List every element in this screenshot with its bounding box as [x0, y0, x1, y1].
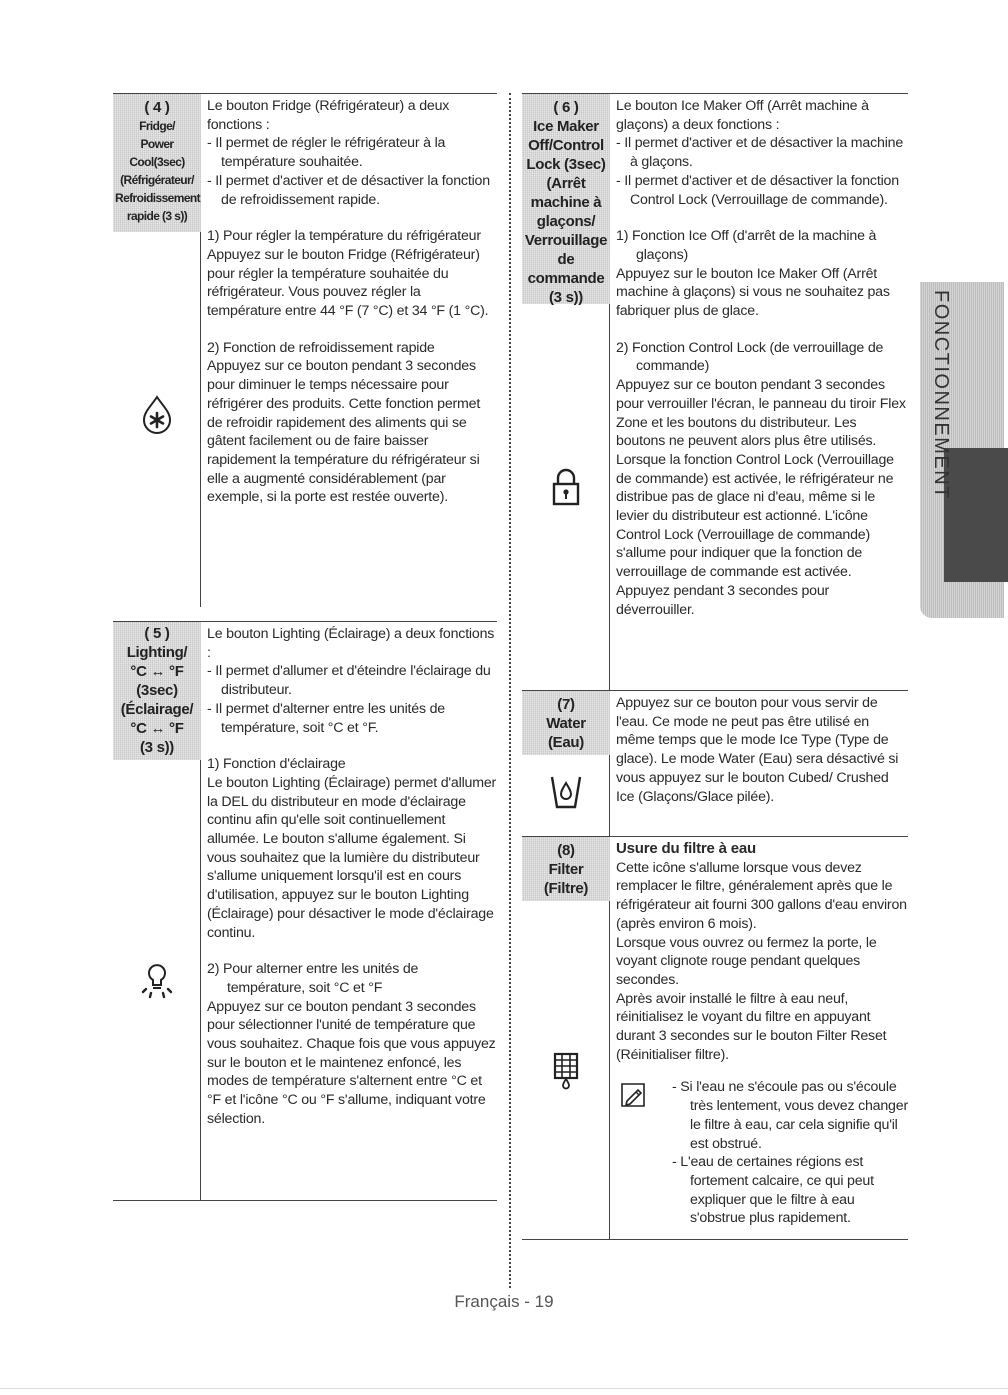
lock-icon	[546, 466, 586, 506]
light-bulb-icon	[137, 960, 177, 1000]
label-line: (3 s))	[548, 289, 584, 306]
label-line: ( 4 )	[144, 99, 170, 116]
filter-button-label	[522, 837, 610, 901]
label-line: ( 5 )	[144, 625, 170, 642]
label-line: Power	[140, 137, 174, 151]
water-cup-icon	[546, 771, 586, 811]
step-body: Appuyez sur le bouton Ice Maker Off (Arrêt machine à glaçons) si vous ne souhaitez pas fabriquer plus de glace.	[616, 265, 890, 320]
label-line: Fridge/	[139, 119, 175, 133]
label-line: Verrouillage	[524, 232, 608, 249]
label-line: (7)	[557, 696, 575, 713]
side-tab-marker	[944, 448, 1008, 582]
step-body: Appuyez sur le bouton Fridge (Réfrigérateur) pour régler la température souhaitée du réfrigérateur. Vous pouvez régler la température entre 44 °F (7 °C) et 34 °F (1 °C).	[207, 246, 489, 320]
label-line: (Arrêt	[546, 175, 586, 192]
step-title: 2) Fonction Control Lock (de verrouillage de commande)	[616, 339, 884, 375]
bullet-item: - Il permet de régler le réfrigérateur à la température souhaitée.	[207, 135, 446, 171]
note-item: - L'eau de certaines régions est fortement calcaire, ce qui peut expliquer que le filtre à eau s'obstrue plus rapidement.	[672, 1154, 874, 1227]
note-pencil-icon	[618, 1080, 648, 1110]
ice-maker-button-label	[522, 94, 610, 304]
bullet-item: - Il permet d'activer et de désactiver la machine à glaçons.	[616, 135, 904, 171]
label-line: Lock (3sec)	[526, 156, 606, 173]
fast-cool-icon	[137, 394, 177, 434]
label-line: (Eau)	[547, 734, 584, 751]
step-title: 1) Fonction d'éclairage	[207, 756, 346, 773]
label-line: Off/Control	[528, 137, 604, 154]
label-line: Filter	[548, 861, 584, 878]
paragraph: Après avoir installé le filtre à eau neuf, réinitialisez le voyant du filtre en appuyant durant 3 secondes sur le bouton Filter Reset (Réinitialiser filtre).	[616, 990, 887, 1063]
page-bottom-line	[0, 1388, 1008, 1389]
step-body: Appuyez sur ce bouton pendant 3 secondes pour verrouiller l'écran, le panneau du tiroir Flex Zone et les boutons du distributeur. Les boutons ne peuvent alors plus être utilisés. Lorsque la fonction Control Lock (Verrouillage de commande) est activée, le réfrigérateur ne distribue pas de glace ni d'eau, même si le levier du distributeur est actionné. L'icône Control Lock (Verrouillage de commande) s'allume pour indiquer que la fonction de verrouillage de commande est activée. Appuyez pendant 3 secondes pour déverrouiller.	[616, 377, 906, 618]
section-label-column	[522, 94, 610, 690]
label-line: Water	[546, 715, 586, 732]
section-text	[207, 94, 497, 517]
section-lighting-button	[113, 621, 497, 1201]
chapter-side-tab	[912, 270, 1008, 622]
section-body: Appuyez sur ce bouton pour vous servir de l'eau. Ce mode ne peut pas être utilisé en même temps que le mode Ice Type (Type de glace). Le mode Water (Eau) sera désactivé si vous appuyez sur le bouton Cubed/ Crushed Ice (Glaçons/Glace pilée).	[616, 695, 899, 805]
water-button-label	[522, 691, 610, 755]
section-label-column	[113, 622, 201, 1200]
water-filter-icon	[546, 1051, 586, 1091]
note-box	[616, 1078, 908, 1228]
step-body: Appuyez sur ce bouton pendant 3 secondes pour sélectionner l'unité de température que vous souhaitez. Chaque fois que vous appuyez sur le bouton et le maintenez enfoncé, les modes de température s'alternent entre °C et °F et l'icône °C ou °F s'allume, indiquant votre sélection.	[207, 998, 496, 1127]
lighting-button-label	[113, 622, 201, 760]
section-label-column	[522, 691, 610, 836]
section-intro: Le bouton Ice Maker Off (Arrêt machine à glaçons) a deux fonctions :	[616, 98, 869, 133]
label-line: rapide (3 s))	[126, 209, 188, 223]
note-item: - Si l'eau ne s'écoule pas ou s'écoule très lentement, vous devez changer le filtre à eau, car cela signifie qu'il est obstrué.	[672, 1079, 908, 1152]
step-body: Le bouton Lighting (Éclairage) permet d'allumer la DEL du distributeur en mode d'éclairage continu afin qu'elle soit continuellement allumée. Le bouton s'allume également. Si vous souhaitez que la lumière du distributeur s'allume uniquement lorsqu'il est en cours d'utilisation, appuyez sur le bouton Lighting (Éclairage) pour désactiver le mode d'éclairage continu.	[207, 774, 497, 941]
label-line: machine à	[530, 194, 602, 211]
label-line: Ice Maker	[533, 118, 599, 135]
section-ice-maker-button	[522, 93, 908, 690]
label-line: (Filtre)	[543, 880, 589, 897]
page-footer: Français - 19	[454, 1292, 554, 1311]
label-line: ( 6 )	[553, 99, 579, 116]
step-title: 2) Fonction de refroidissement rapide	[207, 339, 435, 356]
step-body: Appuyez sur ce bouton pendant 3 secondes pour diminuer le temps nécessaire pour réfrigérer des produits. Cette fonction permet de refroidir rapidement des aliments qui se gâtent facilement ou de faire baisser rapidement la température du réfrigérateur si elle a augmenté considérablement (par exemple, si la porte est restée ouverte).	[207, 358, 481, 506]
label-line: (8)	[557, 842, 575, 859]
left-column	[113, 93, 497, 1201]
section-text	[616, 837, 908, 1238]
column-divider	[509, 93, 511, 1288]
section-fridge-button	[113, 93, 497, 607]
right-column	[522, 93, 908, 1240]
label-line: (Réfrigérateur/	[120, 173, 194, 187]
section-text	[616, 94, 908, 629]
step-title: 1) Fonction Ice Off (d'arrêt de la machine à glaçons)	[616, 228, 877, 263]
side-tab-label: FONCTIONNEMENT	[930, 290, 952, 500]
label-line: °C ↔ °F	[130, 663, 184, 680]
label-line: Refroidissement	[115, 191, 201, 205]
step-title: 2) Pour alterner entre les unités de température, soit °C et °F	[207, 961, 419, 996]
section-text	[207, 622, 497, 1139]
label-line: (Éclairage/	[120, 701, 194, 718]
label-line: de	[557, 251, 575, 268]
label-line: Lighting/	[126, 644, 188, 661]
section-label-column	[522, 837, 610, 1239]
bullet-item: - Il permet d'activer et de désactiver la fonction Control Lock (Verrouillage de commande).	[616, 172, 899, 208]
section-label-column	[113, 94, 201, 607]
label-line: glaçons/	[536, 213, 596, 230]
bullet-item: - Il permet d'activer et de désactiver la fonction de refroidissement rapide.	[207, 172, 490, 208]
section-filter-button	[522, 836, 908, 1240]
paragraph: Lorsque vous ouvrez ou fermez la porte, le voyant clignote rouge pendant quelques secondes.	[616, 934, 877, 988]
section-water-button	[522, 690, 908, 836]
label-line: commande	[527, 270, 605, 287]
step-title: 1) Pour régler la température du réfrigérateur	[207, 228, 481, 245]
paragraph: Cette icône s'allume lorsque vous devez remplacer le filtre, généralement après que le réfrigérateur ait fourni 300 gallons d'eau environ (après environ 6 mois).	[616, 859, 907, 932]
section-heading: Usure du filtre à eau	[616, 840, 757, 857]
section-text	[616, 691, 908, 816]
section-intro: Le bouton Fridge (Réfrigérateur) a deux fonctions :	[207, 98, 450, 133]
fridge-button-label	[113, 94, 201, 232]
label-line: (3sec)	[136, 682, 178, 699]
label-line: Cool(3sec)	[129, 155, 185, 169]
bullet-item: - Il permet d'alterner entre les unités de température, soit °C et °F.	[207, 700, 445, 736]
section-intro: Le bouton Lighting (Éclairage) a deux fonctions :	[207, 626, 495, 661]
label-line: (3 s))	[139, 739, 175, 756]
bullet-item: - Il permet d'allumer et d'éteindre l'éclairage du distributeur.	[207, 663, 491, 699]
label-line: °C ↔ °F	[130, 720, 184, 737]
